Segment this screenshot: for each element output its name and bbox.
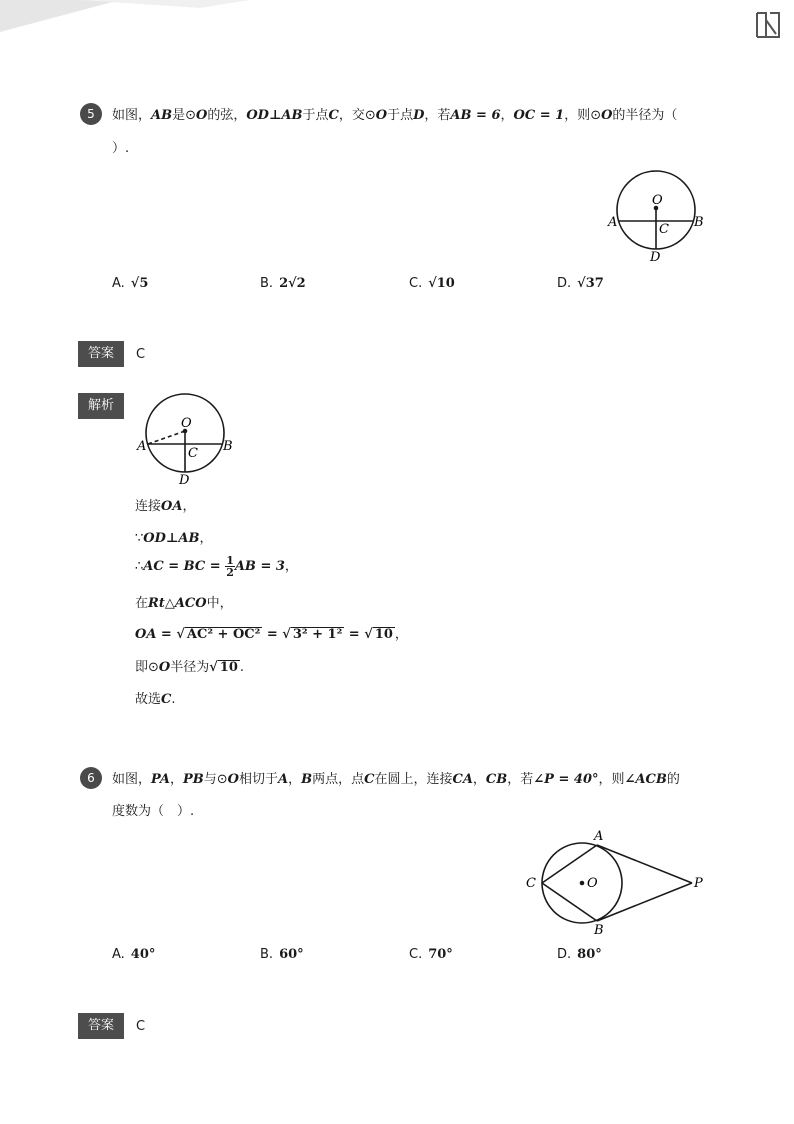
- svg-text:B: B: [594, 923, 604, 937]
- solution-step-5: OA = √ AC² + OC² = √ 3² + 1² = √ 10 ，: [135, 627, 408, 642]
- header-corner-decoration: [0, 0, 794, 40]
- svg-text:P: P: [694, 876, 703, 891]
- option-c[interactable]: C. 70°: [409, 947, 453, 962]
- solution-step-4: 在Rt△ACO中，: [135, 596, 233, 611]
- solution-step-3: ∴AC = BC = $\frac{1}{2}$ AB = 3，: [135, 554, 298, 579]
- svg-text:O: O: [587, 876, 598, 891]
- option-d[interactable]: D. 80°: [557, 947, 602, 962]
- question-6-text-line1: 如图，PA，PB与⊙O相切于A，B两点，点C在圆上，连接CA，CB，若∠P = 40°，则∠ACB的: [112, 772, 680, 787]
- label-o: O: [652, 193, 663, 208]
- answer-tag: 答案: [78, 1013, 124, 1039]
- svg-text:A: A: [594, 829, 604, 844]
- option-b[interactable]: B. 60°: [260, 947, 304, 962]
- solution-step-2: ∵OD⊥AB，: [135, 531, 213, 546]
- svg-text:D: D: [179, 473, 190, 488]
- answer-value: C: [136, 1019, 146, 1034]
- svg-text:A: A: [137, 439, 147, 454]
- label-b: B: [694, 215, 704, 230]
- brand-logo-icon: [754, 10, 782, 40]
- question-5-text-line1: 如图，AB是⊙O的弦，OD⊥AB于点C，交⊙O于点D，若AB = 6，OC = 1，则⊙O的半径为（: [112, 108, 678, 123]
- option-b[interactable]: B. 2√2: [260, 276, 306, 291]
- solution-step-7: 故选C.: [135, 692, 176, 707]
- question-6-text-line2: 度数为（ ）.: [112, 804, 195, 819]
- question-6-tangent-figure: [520, 825, 720, 937]
- svg-text:C: C: [188, 446, 198, 461]
- answer-tag: 答案: [78, 341, 124, 367]
- option-d[interactable]: D. √37: [557, 276, 604, 291]
- question-5-text-line2: ）.: [112, 141, 130, 156]
- solution-step-6: 即⊙O半径为√ 10 .: [135, 660, 245, 675]
- label-a: A: [608, 215, 618, 230]
- svg-text:B: B: [223, 439, 233, 454]
- solution-circle-figure: [132, 390, 236, 488]
- solution-tag: 解析: [78, 393, 124, 419]
- svg-text:O: O: [181, 416, 192, 431]
- option-a[interactable]: A. √5: [112, 276, 149, 291]
- option-a[interactable]: A. 40°: [112, 947, 156, 962]
- question-number-badge: 5: [80, 103, 102, 125]
- label-c: C: [659, 222, 669, 237]
- answer-value: C: [136, 347, 146, 362]
- option-c[interactable]: C. √10: [409, 276, 455, 291]
- label-d: D: [650, 250, 661, 265]
- question-5-circle-figure: [600, 165, 712, 265]
- svg-text:C: C: [526, 876, 536, 891]
- question-number-badge: 6: [80, 767, 102, 789]
- solution-step-1: 连接OA，: [135, 499, 196, 514]
